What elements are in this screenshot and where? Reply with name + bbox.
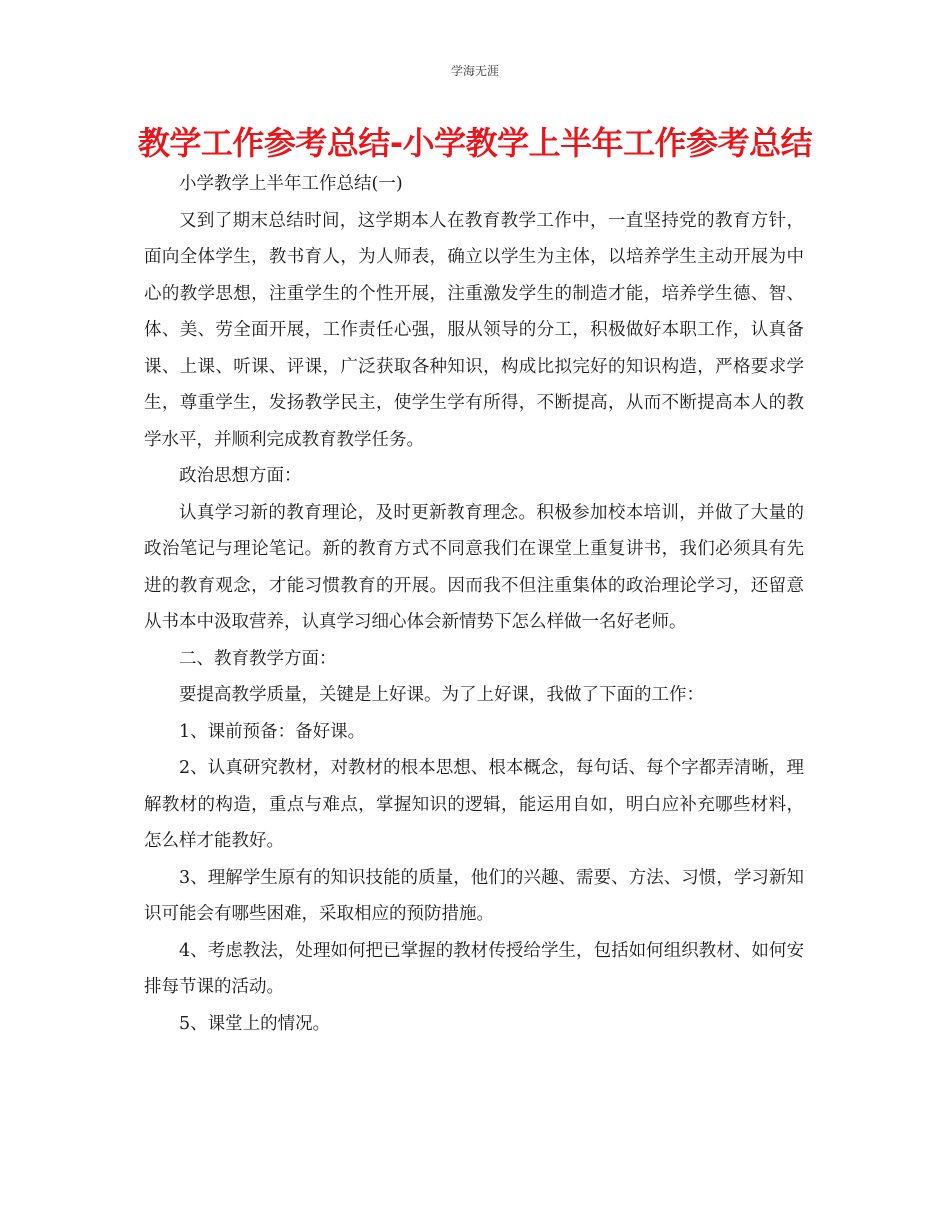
document-title: 教学工作参考总结-小学教学上半年工作参考总结 — [137, 124, 813, 162]
document-body — [144, 166, 804, 1042]
list-item: 2、认真研究教材，对教材的根本思想、根本概念，每句话、每个字都弄清晰，理解教材的构造，重点与难点，掌握知识的逻辑，能运用自如，明白应补充哪些材料，怎么样才能教好。 — [144, 758, 804, 851]
subtitle-paragraph: 小学教学上半年工作总结(一) — [179, 174, 403, 194]
list-item: 1、课前预备：备好课。 — [179, 721, 366, 742]
section-heading: 二、教育教学方面： — [179, 648, 337, 669]
body-paragraph: 认真学习新的教育理论，及时更新教育理念。积极参加校本培训，并做了大量的政治笔记与理论笔记。新的教育方式不同意我们在课堂上重复讲书，我们必须具有先进的教育观念，才能习惯教育的开展。因而我不但注重集体的政治理论学习，还留意从书本中汲取营养，认真学习细心体会新情势下怎么样做一名好老师。 — [144, 502, 804, 632]
list-item: 5、课堂上的情况。 — [179, 1013, 331, 1034]
body-paragraph: 要提高教学质量，关键是上好课。为了上好课，我做了下面的工作： — [179, 685, 704, 705]
body-paragraph: 又到了期末总结时间，这学期本人在教育教学工作中，一直坚持党的教育方针，面向全体学生，教书育人，为人师表，确立以学生为主体，以培养学生主动开展为中心的教学思想，注重学生的个性开展，注重激发学生的制造才能，培养学生德、智、体、美、劳全面开展，工作责任心强，服从领导的分工，积极做好本职工作，认真备课、上课、听课、评课，广泛获取各种知识，构成比拟完好的知识构造，严格要求学生，尊重学生，发扬教学民主，使学生学有所得，不断提高，从而不断提高本人的教学水平，并顺利完成教育教学任务。 — [144, 210, 804, 450]
section-heading: 政治思想方面： — [179, 466, 302, 486]
list-item: 4、考虑教法，处理如何把已掌握的教材传授给学生，包括如何组织教材、如何安排每节课的活动。 — [144, 940, 804, 997]
page-header: 学海无涯 — [450, 64, 499, 78]
list-item: 3、理解学生原有的知识技能的质量，他们的兴趣、需要、方法、习惯，学习新知识可能会有哪些困难，采取相应的预防措施。 — [144, 867, 804, 924]
